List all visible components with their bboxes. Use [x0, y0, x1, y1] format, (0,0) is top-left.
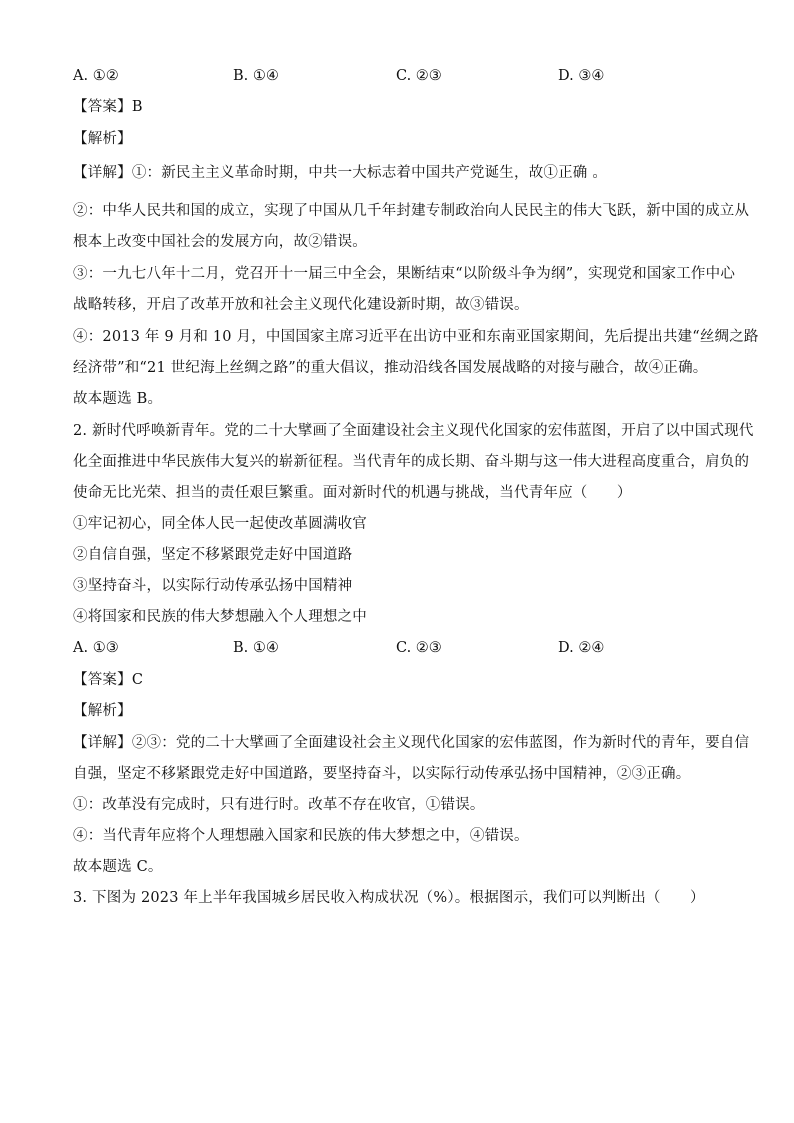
q1-option-a: A. ①② — [73, 68, 119, 84]
q1-answer — [73, 97, 143, 117]
detail-text: ②③：党的二十大擘画了全面建设社会主义现代化国家的宏伟蓝图，作为新时代的青年，要自信 — [131, 735, 750, 751]
answer-tag: 【答案】 — [73, 672, 132, 688]
q1-detail-2b: 根本上改变中国社会的发展方向，故②错误。 — [73, 234, 367, 250]
q2-option-a: A. ①③ — [73, 640, 119, 656]
q1-detail-4b: 经济带”和“21 世纪海上丝绸之路”的重大倡议，推动沿线各国发展战略的对接与融合，故④正确。 — [73, 360, 708, 376]
q2-detail-3: ④：当代青年应将个人理想融入国家和民族的伟大梦想之中，④错误。 — [73, 828, 529, 844]
q1-detail-4a: ④：2013 年 9 月和 10 月，中国国家主席习近平在出访中亚和东南亚国家期间，先后提出共建“丝绸之路 — [73, 329, 759, 345]
q1-option-b: B. ①④ — [233, 68, 279, 84]
q2-item-2: ②自信自强，坚定不移紧跟党走好中国道路 — [73, 547, 353, 563]
q2-item-1: ①牢记初心，同全体人民一起使改革圆满收官 — [73, 516, 367, 532]
detail-text: ①：新民主主义革命时期，中共一大标志着中国共产党诞生，故①正确 。 — [131, 165, 608, 181]
q2-detail-1b: 自强，坚定不移紧跟党走好中国道路，要坚持奋斗，以实际行动传承弘扬中国精神，②③正确。 — [73, 766, 691, 782]
q2-stem-2: 化全面推进中华民族伟大复兴的崭新征程。当代青年的成长期、奋斗期与这一伟大进程高度重合，肩负的 — [73, 454, 750, 470]
answer-value: C — [131, 672, 144, 688]
q2-conclusion: 故本题选 C。 — [73, 859, 163, 875]
detail-tag: 【详解】 — [73, 735, 132, 751]
q1-conclusion: 故本题选 B。 — [73, 391, 163, 407]
q1-options — [73, 66, 723, 86]
answer-tag: 【答案】 — [73, 99, 132, 115]
q1-option-d: D. ③④ — [558, 68, 605, 84]
q2-option-c: C. ②③ — [396, 640, 442, 656]
q2-stem-3: 使命无比光荣、担当的责任艰巨繁重。面对新时代的机遇与挑战，当代青年应（ ） — [73, 485, 632, 501]
q1-analysis-heading: 【解析】 — [73, 131, 132, 147]
answer-value: B — [131, 99, 143, 115]
q1-detail-3a: ③：一九七八年十二月，党召开十一届三中全会，果断结束“以阶级斗争为纲”，实现党和国家工作中心 — [73, 266, 736, 282]
q1-detail-2a: ②：中华人民共和国的成立，实现了中国从几千年封建专制政治向人民民主的伟大飞跃，新中国的成立从 — [73, 203, 750, 219]
q2-analysis-heading: 【解析】 — [73, 703, 132, 719]
q2-answer — [73, 670, 143, 690]
q2-detail-1a — [73, 733, 749, 753]
q1-detail-3b: 战略转移，开启了改革开放和社会主义现代化建设新时期，故③错误。 — [73, 297, 529, 313]
q2-options — [73, 638, 723, 658]
q2-option-b: B. ①④ — [233, 640, 279, 656]
q2-option-d: D. ②④ — [558, 640, 605, 656]
q2-stem-1: 2. 新时代呼唤新青年。党的二十大擘画了全面建设社会主义现代化国家的宏伟蓝图，开启了以中国式现代 — [73, 423, 754, 439]
q1-option-c: C. ②③ — [396, 68, 442, 84]
q1-detail-1 — [73, 163, 607, 183]
q3-stem: 3. 下图为 2023 年上半年我国城乡居民收入构成状况（%）。根据图示，我们可以判断出（ ） — [73, 890, 705, 906]
q2-item-3: ③坚持奋斗，以实际行动传承弘扬中国精神 — [73, 578, 353, 594]
q2-detail-2: ①：改革没有完成时，只有进行时。改革不存在收官，①错误。 — [73, 797, 485, 813]
detail-tag: 【详解】 — [73, 165, 132, 181]
q2-item-4: ④将国家和民族的伟大梦想融入个人理想之中 — [73, 609, 367, 625]
